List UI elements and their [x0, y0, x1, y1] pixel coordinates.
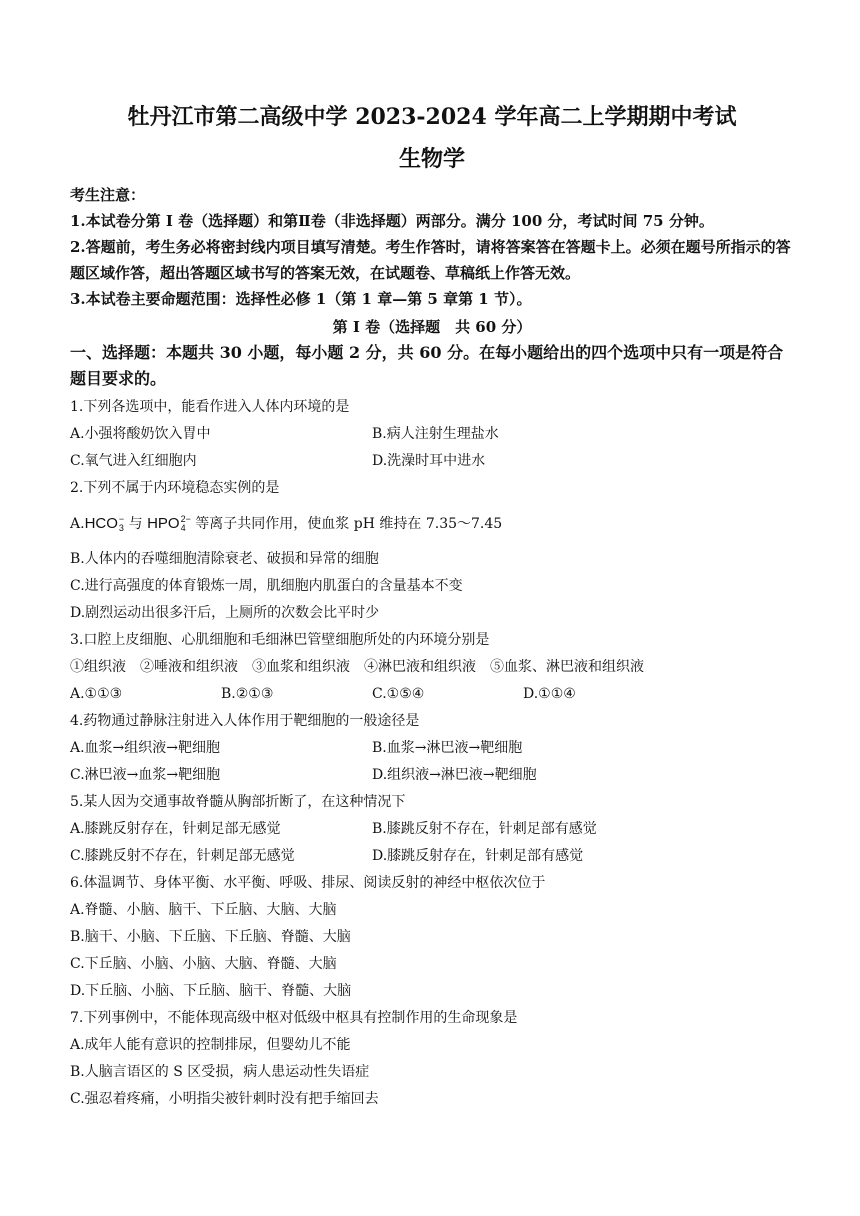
- question-1-option-b: B.病人注射生理盐水: [372, 426, 499, 442]
- choice-2: ②唾液和组织液: [140, 659, 238, 675]
- question-6-option-d: D.下丘脑、小脑、下丘脑、脑干、脊髓、大脑: [70, 983, 352, 999]
- question-5-options-row-2: [70, 843, 794, 870]
- notice-item-2: 2.答题前，考生务必将密封线内项目填写清楚。考生作答时，请将答案答在答题卡上。必须在题号所指示的答题区域作答，超出答题区域书写的答案无效，在试题卷、草稿纸上作答无效。: [70, 238, 791, 282]
- ion-2-charge: 2−: [180, 514, 191, 525]
- notice-heading: 考生注意：: [70, 186, 146, 204]
- ion-1-subscript: 3: [118, 523, 124, 534]
- choice-3: ③血浆和组织液: [252, 659, 350, 675]
- question-1-options-row-2: [70, 448, 794, 475]
- choice-5: ⑤血浆、淋巴液和组织液: [490, 659, 644, 675]
- question-3-choice-list: [70, 654, 794, 681]
- section-instruction: 一、选择题：本题共 30 小题，每小题 2 分，共 60 分。在每小题给出的四个选项中只有一项是符合题目要求的。: [70, 343, 784, 388]
- question-2-option-b: B.人体内的吞噬细胞清除衰老、破损和异常的细胞: [70, 551, 379, 567]
- question-3-stem: 3.口腔上皮细胞、心肌细胞和毛细淋巴管壁细胞所处的内环境分别是: [70, 632, 490, 648]
- hydrogen-phosphate-ion: [147, 502, 191, 546]
- question-4-option-a: A.血浆→组织液→靶细胞: [70, 740, 221, 756]
- question-5-options-row-1: [70, 816, 794, 843]
- question-7-option-a: A.成年人能有意识的控制排尿，但婴幼儿不能: [70, 1037, 351, 1053]
- question-3-option-b: B.②①③: [221, 686, 274, 702]
- question-4-option-d: D.组织液→淋巴液→靶细胞: [372, 767, 537, 783]
- question-6-option-c: C.下丘脑、小脑、小脑、大脑、脊髓、大脑: [70, 956, 337, 972]
- question-6-stem: 6.体温调节、身体平衡、水平衡、呼吸、排尿、阅读反射的神经中枢依次位于: [70, 875, 546, 891]
- question-5-stem: 5.某人因为交通事故脊髓从胸部折断了，在这种情况下: [70, 794, 406, 810]
- question-2-stem: 2.下列不属于内环境稳态实例的是: [70, 480, 280, 496]
- ion-1-charge: −: [118, 514, 125, 525]
- question-4-stem: 4.药物通过静脉注射进入人体作用于靶细胞的一般途径是: [70, 713, 420, 729]
- question-7-stem: 7.下列事例中，不能体现高级中枢对低级中枢具有控制作用的生命现象是: [70, 1010, 518, 1026]
- question-1-stem: 1.下列各选项中，能看作进入人体内环境的是: [70, 399, 350, 415]
- question-3-option-a: A.①①③: [70, 686, 123, 702]
- question-5-option-b: B.膝跳反射不存在，针刺足部有感觉: [372, 821, 597, 837]
- question-6-option-a: A.脊髓、小脑、脑干、下丘脑、大脑、大脑: [70, 902, 337, 918]
- question-4-options-row-1: [70, 735, 794, 762]
- question-4-option-b: B.血浆→淋巴液→靶细胞: [372, 740, 523, 756]
- bicarbonate-ion: [85, 502, 125, 546]
- question-4-option-c: C.淋巴液→血浆→靶细胞: [70, 767, 221, 783]
- question-7-option-c: C.强忍着疼痛，小明指尖被针刺时没有把手缩回去: [70, 1091, 379, 1107]
- section-title: 第 I 卷（选择题 共 60 分）: [332, 318, 532, 336]
- option-a-prefix: A.: [70, 516, 85, 532]
- question-4-options-row-2: [70, 762, 794, 789]
- ion-2-subscript: 4: [180, 523, 186, 534]
- exam-title: 牡丹江市第二高级中学 2023-2024 学年高二上学期期中考试: [127, 104, 737, 130]
- ion-2-symbol: HPO: [147, 515, 180, 532]
- question-1-option-a: A.小强将酸奶饮入胃中: [70, 426, 211, 442]
- question-7-option-b: B.人脑言语区的 S 区受损，病人患运动性失语症: [70, 1064, 370, 1080]
- question-3-options: [70, 681, 794, 708]
- question-2-option-d: D.剧烈运动出很多汗后，上厕所的次数会比平时少: [70, 605, 380, 621]
- question-3-option-d: D.①①④: [523, 686, 576, 702]
- question-2-option-a: [70, 502, 794, 546]
- question-6-option-b: B.脑干、小脑、下丘脑、下丘脑、脊髓、大脑: [70, 929, 351, 945]
- choice-4: ④淋巴液和组织液: [364, 659, 476, 675]
- notice-item-1: 1.本试卷分第 I 卷（选择题）和第Ⅱ卷（非选择题）两部分。满分 100 分，考试时间 75 分钟。: [70, 212, 714, 230]
- question-5-option-d: D.膝跳反射存在，针刺足部有感觉: [372, 848, 584, 864]
- question-5-option-a: A.膝跳反射存在，针刺足部无感觉: [70, 821, 281, 837]
- question-1-option-c: C.氧气进入红细胞内: [70, 453, 197, 469]
- ion-1-symbol: HCO: [84, 515, 118, 532]
- question-1-options-row-1: [70, 421, 794, 448]
- question-3-option-c: C.①⑤④: [372, 686, 425, 702]
- option-a-suffix: 等离子共同作用，使血浆 pH 维持在 7.35～7.45: [190, 516, 503, 532]
- question-5-option-c: C.膝跳反射不存在，针刺足部无感觉: [70, 848, 295, 864]
- question-2-option-c: C.进行高强度的体育锻炼一周，肌细胞内肌蛋白的含量基本不变: [70, 578, 463, 594]
- option-a-connector: 与: [124, 516, 148, 532]
- subject-title: 生物学: [398, 146, 465, 172]
- question-1-option-d: D.洗澡时耳中进水: [372, 453, 486, 469]
- choice-1: ①组织液: [70, 659, 126, 675]
- notice-item-3: 3.本试卷主要命题范围：选择性必修 1（第 1 章—第 5 章第 1 节）。: [70, 290, 532, 308]
